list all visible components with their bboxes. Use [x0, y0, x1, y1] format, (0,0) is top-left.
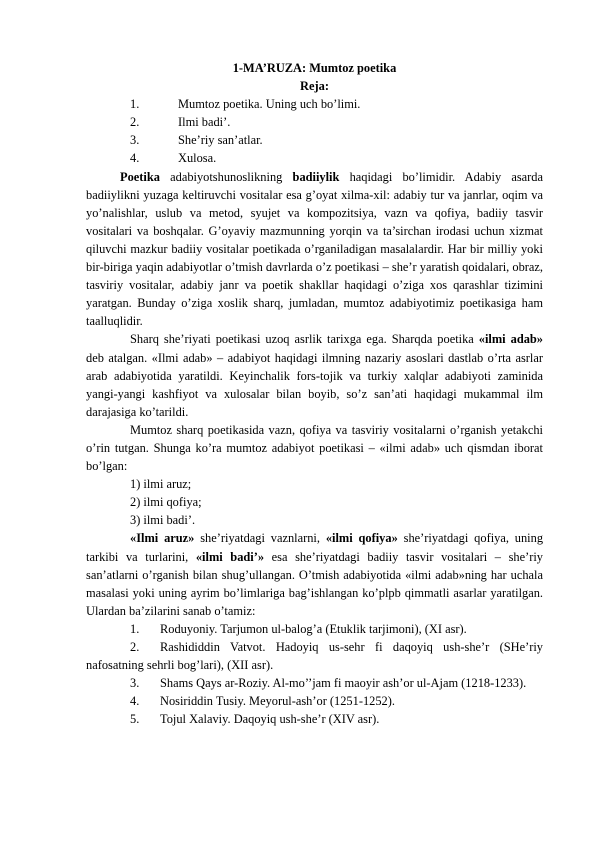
page-title: 1-MA’RUZA: Mumtoz poetika — [232, 61, 397, 75]
paragraph-text: haqidagi bo’limidir. Adabiy asarda badiiylikni yuzaga keltiruvchi vositalar esa g’oyat xilma-xil: adabiy tur va janrlar, oqim va yo’nalishlar, uslub va metod, syujet va kompozitsiya, vazn va qofiya, badiiy tasvir vositalari va boshqalar. G’oyaviy mazmunning yorqin va ta’sirchan irodasi uchun xizmat qiluvchi mazkur badiiy vositalar poetikada o’rganiladigan masalalardir. Har bir milliy yoki bir-biriga yaqin adabiyotlar o’tmish davrlarda o’z poetikasi – she’r yaratish qoidalari, obraz, tasviriy vositalar, adabiy janr va poetik shakllar haqidagi o’ziga xos qarashlar tizimini yaratgan. Bunday o’ziga xoslik sharq, jumladan, mumtoz adabiyotimiz poetikasiga ham taalluqlidir. — [86, 169, 543, 329]
reference-item — [86, 710, 543, 728]
reference-text: Nosiriddin Tusiy. Meyorul-ash’or (1251-1252). — [160, 694, 395, 709]
reference-number: 5. — [130, 712, 140, 727]
reference-text: Roduyoniy. Tarjumon ul-balog’a (Etuklik tarjimoni), (XI asr). — [160, 621, 467, 636]
plan-item-text: Mumtoz poetika. Uning uch bo’limi. — [178, 97, 361, 112]
plan-item-number: 3. — [130, 133, 140, 148]
paragraph-text: adabiyotshunoslikning — [159, 169, 293, 184]
paragraph-parts-explained — [86, 529, 543, 619]
plan-item-text: She’riy san’atlar. — [178, 133, 263, 148]
paragraph-text: she’riyatdagi qofiya, uning tarkibi va turlarini, — [86, 531, 544, 564]
reference-number: 3. — [130, 676, 140, 691]
bold-term: «ilmi badi’» — [195, 549, 265, 564]
bold-term: «Ilmi aruz» — [130, 531, 195, 546]
reference-text: Tojul Xalaviy. Daqoyiq ush-she’r (XIV asr). — [160, 712, 380, 727]
plan-item-number: 1. — [130, 97, 140, 112]
paragraph-poetika — [86, 168, 543, 331]
reference-item — [86, 692, 543, 710]
paragraph-three-parts: Mumtoz sharq poetikasida vazn, qofiya va tasviriy vositalarni o’rganish yetakchi o’rin tutgan. Shunga ko’ra mumtoz adabiyot poetikasi – «ilmi adab» uch qismdan iborat bo’lgan: — [86, 422, 543, 474]
bold-term: «ilmi qofiya» — [325, 531, 398, 546]
paragraph-text: deb atalgan. «Ilmi adab» – adabiyot haqidagi ilmning nazariy asoslari dastlab o’rta asrlar arab adabiyotida yaratildi. Keyinchalik fors-tojik va turkiy xalqlar adabiyoti zaminida yangi-yangi kashfiyot va xulosalar bilan boyib, so’z san’ati haqidagi mukammal ilm darajasiga ko’tarildi. — [86, 350, 543, 419]
plan-heading: Reja: — [300, 79, 329, 94]
plan-item — [86, 95, 543, 113]
bold-term: Poetika — [120, 169, 160, 184]
reference-number: 4. — [130, 694, 140, 709]
reference-item — [86, 620, 543, 638]
plan-item-number: 4. — [130, 151, 140, 166]
part-item: 1) ilmi aruz; — [130, 477, 192, 492]
reference-item — [86, 638, 543, 674]
part-item: 2) ilmi qofiya; — [130, 495, 202, 510]
paragraph-ilmi-adab — [86, 330, 543, 420]
reference-list — [86, 620, 543, 729]
bold-term: «ilmi adab» — [478, 332, 543, 347]
plan-item-text: Xulosa. — [178, 151, 217, 166]
reference-number: 1. — [130, 621, 140, 636]
plan-item — [86, 131, 543, 149]
plan-item — [86, 149, 543, 167]
reference-text: Shams Qays ar-Roziy. Al-mo’’jam fi maoyir ash’or ul-Ajam (1218-1233). — [160, 676, 527, 691]
plan-item-text: Ilmi badi’. — [178, 115, 231, 130]
paragraph-text: esa she’riyatdagi badiiy tasvir vositalari – she’riy san’atlarni o’rganish bilan shug’ullangan. O’tmish adabiyotida «ilmi adab»ning har uchala masalasi yoki uning ayrim bo’limlariga bag’ishlangan ko’plpb qimmatli asarlar yaratilgan. Ulardan ba’zilarini sanab o’tamiz: — [86, 549, 543, 618]
reference-text: Rashididdin Vatvot. Hadoyiq us-sehr fi daqoyiq ush-she’r (SHe’riy nafosatning sehrli bog’lari), (XII asr). — [86, 640, 543, 673]
reference-item — [86, 674, 543, 692]
part-item: 3) ilmi badi’. — [130, 513, 196, 528]
paragraph-text: she’riyatdagi vaznlarni, — [194, 531, 326, 546]
plan-item — [86, 113, 543, 131]
bold-term: badiiylik — [292, 169, 340, 184]
plan-list — [86, 95, 543, 167]
paragraph-text: Sharq she’riyati poetikasi uzoq asrlik tarixga ega. Sharqda poetika — [130, 332, 479, 347]
plan-item-number: 2. — [130, 115, 140, 130]
reference-number: 2. — [130, 640, 140, 654]
